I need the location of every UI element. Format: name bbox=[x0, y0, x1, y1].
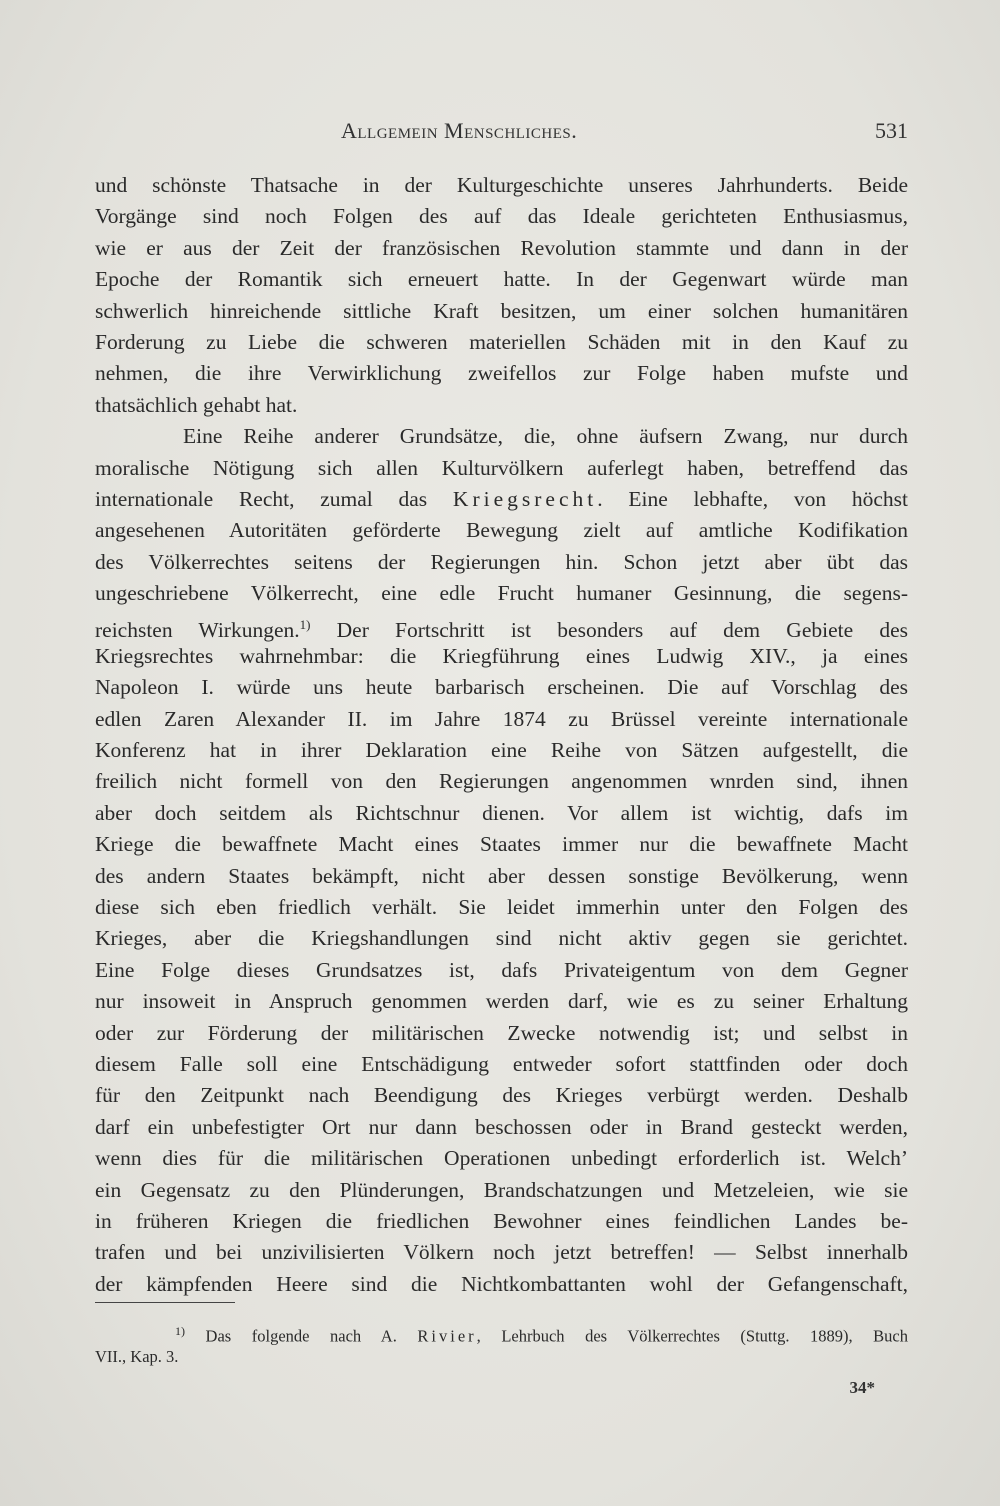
text-line: wenn dies für die militärischen Operationen unbedingt erforderlich ist. Welch’ bbox=[95, 1146, 908, 1171]
text-line: edlen Zaren Alexander II. im Jahre 1874 zu Brüssel vereinte internationale bbox=[95, 706, 908, 731]
text-line: angesehenen Autoritäten geförderte Bewegung zielt auf amtliche Kodifikation bbox=[95, 518, 908, 543]
page-header bbox=[95, 118, 908, 152]
text-segment: Der Fortschritt ist besonders auf dem Gebiete des bbox=[310, 618, 908, 643]
text-line: Epoche der Romantik sich erneuert hatte. In der Gegenwart würde man bbox=[95, 267, 908, 292]
footnote-marker: 1) bbox=[299, 617, 311, 633]
footnote-line bbox=[95, 1318, 908, 1344]
text-line: moralische Nötigung sich allen Kulturvölkern auferlegt haben, betreffend das bbox=[95, 455, 908, 480]
text-line: Eine Reihe anderer Grundsätze, die, ohne äufsern Zwang, nur durch bbox=[183, 424, 908, 449]
author-name: Rivier bbox=[417, 1326, 477, 1346]
text-line: freilich nicht formell von den Regierungen angenommen wnrden sind, ihnen bbox=[95, 769, 908, 794]
text-segment: . Eine lebhafte, von höchst bbox=[597, 486, 908, 511]
main-text bbox=[95, 170, 908, 1300]
text-line: Krieges, aber die Kriegshandlungen sind nicht aktiv gegen sie gerichtet. bbox=[95, 926, 908, 951]
text-line: Eine Folge dieses Grundsatzes ist, dafs Privateigentum von dem Gegner bbox=[95, 957, 908, 982]
text-line: nehmen, die ihre Verwirklichung zweifellos zur Folge haben mufste und bbox=[95, 361, 908, 386]
footnote-line: VII., Kap. 3. bbox=[95, 1347, 179, 1366]
footnotes bbox=[95, 1318, 908, 1370]
text-line: in früheren Kriegen die friedlichen Bewohner eines feindlichen Landes be- bbox=[95, 1208, 908, 1233]
text-line: darf ein unbefestigter Ort nur dann beschossen oder in Brand gesteckt werden, bbox=[95, 1114, 908, 1139]
text-line: thatsächlich gehabt hat. bbox=[95, 392, 298, 417]
text-segment: Das folgende nach A. bbox=[185, 1326, 418, 1346]
text-line: des andern Staates bekämpft, nicht aber dessen sonstige Bevölkerung, wenn bbox=[95, 863, 908, 888]
text-line: für den Zeitpunkt nach Beendigung des Krieges verbürgt werden. Deshalb bbox=[95, 1083, 908, 1108]
running-head: Allgemein Menschliches. bbox=[341, 118, 578, 143]
text-line: oder zur Förderung der militärischen Zwecke notwendig ist; und selbst in bbox=[95, 1020, 908, 1045]
text-line: schwerlich hinreichende sittliche Kraft besitzen, um einer solchen humanitären bbox=[95, 298, 908, 323]
text-line: des Völkerrechtes seitens der Regierungen hin. Schon jetzt aber übt das bbox=[95, 549, 908, 574]
text-line: Kriege die bewaffnete Macht eines Staates immer nur die bewaffnete Macht bbox=[95, 832, 908, 857]
text-line: Napoleon I. würde uns heute barbarisch erscheinen. Die auf Vorschlag des bbox=[95, 675, 908, 700]
text-line bbox=[95, 484, 908, 515]
text-line: ungeschriebene Völkerrecht, eine edle Frucht humaner Gesinnung, die segens- bbox=[95, 581, 908, 606]
text-line: nur insoweit in Anspruch genommen werden darf, wie es zu seiner Erhaltung bbox=[95, 989, 908, 1014]
text-line: diese sich eben friedlich verhält. Sie leidet immerhin unter den Folgen des bbox=[95, 894, 908, 919]
text-line: und schönste Thatsache in der Kulturgeschichte unseres Jahrhunderts. Beide bbox=[95, 173, 908, 197]
text-line: aber doch seitdem als Richtschnur dienen. Vor allem ist wichtig, dafs im bbox=[95, 800, 908, 825]
text-line: trafen und bei unzivilisierten Völkern noch jetzt betreffen! — Selbst innerhalb bbox=[95, 1240, 908, 1265]
spaced-emphasis: Kriegsrecht bbox=[452, 486, 598, 511]
signature-mark: 34* bbox=[849, 1378, 875, 1397]
text-line: Forderung zu Liebe die schweren materiellen Schäden mit in den Kauf zu bbox=[95, 329, 908, 354]
text-line: Kriegsrechtes wahrnehmbar: die Kriegführung eines Ludwig XIV., ja eines bbox=[95, 643, 908, 668]
footnote-divider bbox=[95, 1302, 235, 1303]
text-segment: , Lehrbuch des Völkerrechtes (Stuttg. 1889), Buch bbox=[476, 1326, 909, 1346]
text-segment: internationale Recht, zumal das bbox=[95, 486, 428, 511]
page-number: 531 bbox=[875, 118, 908, 143]
text-line: der kämpfenden Heere sind die Nichtkombattanten wohl der Gefangenschaft, bbox=[95, 1271, 908, 1296]
text-line bbox=[95, 609, 908, 643]
text-line: wie er aus der Zeit der französischen Revolution stammte und dann in der bbox=[95, 235, 908, 260]
text-line: diesem Falle soll eine Entschädigung entweder sofort stattfinden oder doch bbox=[95, 1051, 908, 1076]
text-line: ein Gegensatz zu den Plünderungen, Brandschatzungen und Metzeleien, wie sie bbox=[95, 1177, 908, 1202]
footnote-number: 1) bbox=[175, 1324, 185, 1338]
text-line: Konferenz hat in ihrer Deklaration eine Reihe von Sätzen aufgestellt, die bbox=[95, 738, 908, 763]
text-segment: reichsten Wirkungen. bbox=[95, 618, 300, 643]
text-line: Vorgänge sind noch Folgen des auf das Ideale gerichteten Enthusiasmus, bbox=[95, 204, 908, 229]
